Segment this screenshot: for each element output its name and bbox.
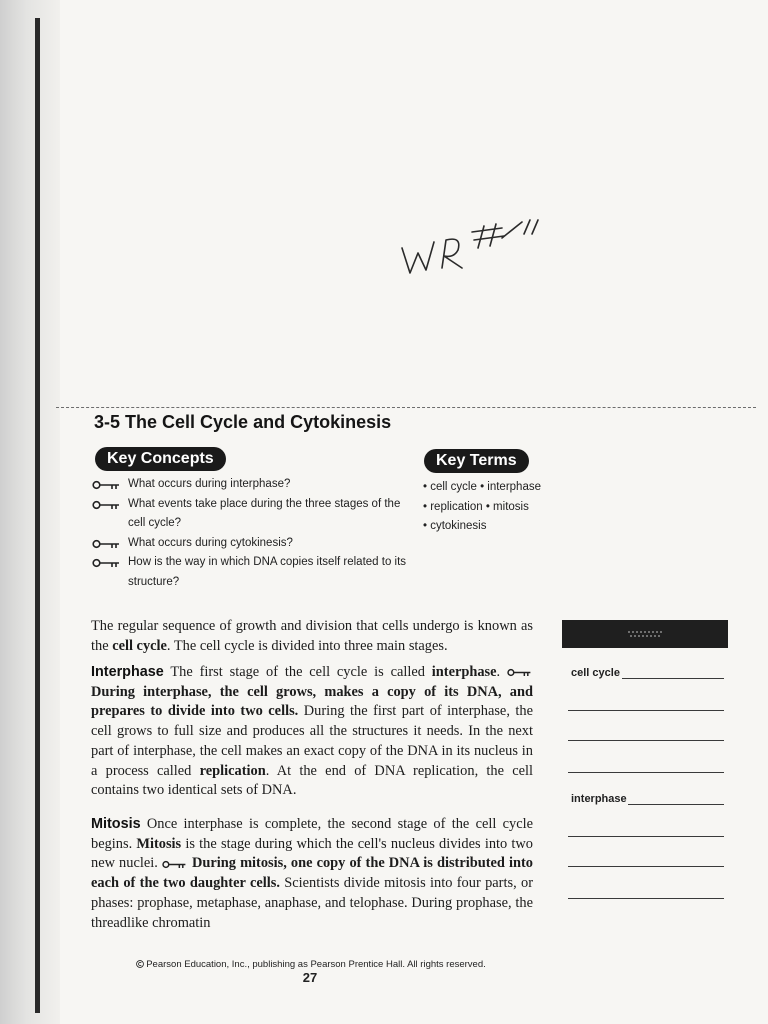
intro-text: The regular sequence of growth and division that cells undergo is known as the (91, 618, 533, 654)
key-concept-text: What occurs during cytokinesis? (128, 536, 293, 549)
interphase-paragraph (91, 663, 533, 801)
vocab-write-line[interactable] (568, 836, 724, 837)
vocab-label-interphase: interphase (571, 793, 627, 805)
intro-text: . The cell cycle is divided into three main stages. (166, 637, 448, 654)
interphase-text: During the first part of interphase, the cell grows to full size and produces all the structures it needs. In the next part of interphase, the cell makes an exact copy of the DNA in its nucleus in a process called (91, 703, 533, 779)
page-number: 27 (302, 970, 318, 985)
vocab-write-line[interactable] (568, 898, 724, 899)
vocab-write-line[interactable] (568, 866, 724, 867)
sidebar-header (562, 620, 728, 648)
vocab-write-line[interactable] (622, 678, 724, 679)
key-concept-text: What occurs during interphase? (128, 478, 291, 490)
term-replication: replication (199, 762, 266, 779)
handwritten-annotation (398, 218, 540, 280)
copyright-icon (136, 960, 144, 968)
key-concept-text: How is the way in which DNA copies itself related to its structure? (128, 556, 407, 588)
key-concept-item (92, 495, 412, 534)
key-concept-item (92, 534, 412, 554)
key-icon (92, 500, 122, 510)
vocab-write-line[interactable] (628, 804, 724, 805)
copyright-footer (118, 959, 504, 970)
key-terms-line: • replication • mitosis (423, 500, 529, 513)
binding-spine (35, 18, 40, 1013)
key-terms-badge: Key Terms (424, 449, 529, 473)
interphase-text: The first stage of the cell cycle is called (163, 664, 432, 680)
key-concept-item (92, 553, 412, 592)
term-cell-cycle: cell cycle (112, 637, 167, 654)
key-terms-line: • cytokinesis (423, 520, 487, 532)
sidebar-header-mark (562, 620, 728, 648)
interphase-text: . At the end of DNA replication, the cell contains two identical sets of DNA. (91, 762, 533, 799)
key-icon (92, 558, 122, 568)
interphase-text: . (496, 664, 507, 680)
vocab-write-line[interactable] (568, 710, 724, 711)
page-binding-edge (0, 0, 60, 1024)
vocab-write-line[interactable] (568, 740, 724, 741)
mitosis-text: Scientists divide mitosis into four parts, or phases: prophase, metaphase, anaphase, and telophase. During prophase, the threadlike chromatin (91, 875, 533, 931)
mitosis-key-statement: During mitosis, one copy of the DNA is distributed into each of the two daughter cells. (91, 855, 533, 892)
key-icon (92, 480, 122, 490)
key-icon (507, 668, 533, 677)
key-concept-text: What events take place during the three stages of the cell cycle? (128, 497, 401, 529)
intro-paragraph (91, 617, 533, 656)
key-icon (92, 539, 122, 549)
mitosis-text: is the stage during which the cell's nucleus divides into two new nuclei. (91, 835, 533, 872)
key-concepts-badge: Key Concepts (95, 447, 226, 471)
vocab-label-cell-cycle: cell cycle (571, 667, 620, 679)
mitosis-text: Once interphase is complete, the second stage of the cell cycle begins. (91, 816, 533, 852)
key-terms-list (423, 478, 573, 537)
key-terms-line: • cell cycle • interphase (423, 481, 541, 493)
mitosis-paragraph (91, 815, 533, 933)
copyright-text: Pearson Education, Inc., publishing as Pearson Prentice Hall. All rights reserved. (146, 959, 486, 970)
vocab-write-line[interactable] (568, 772, 724, 773)
interphase-heading: Interphase (91, 664, 164, 680)
key-concepts-list (92, 475, 412, 592)
key-concept-item (92, 475, 412, 495)
term-mitosis: Mitosis (136, 835, 182, 852)
key-icon (162, 860, 188, 869)
section-divider (56, 407, 756, 408)
mitosis-heading: Mitosis (91, 816, 141, 832)
section-title: 3-5 The Cell Cycle and Cytokinesis (94, 412, 392, 432)
interphase-key-statement: During interphase, the cell grows, makes a copy of its DNA, and prepares to divide into two cells. (91, 683, 533, 720)
term-interphase: interphase (431, 664, 497, 680)
